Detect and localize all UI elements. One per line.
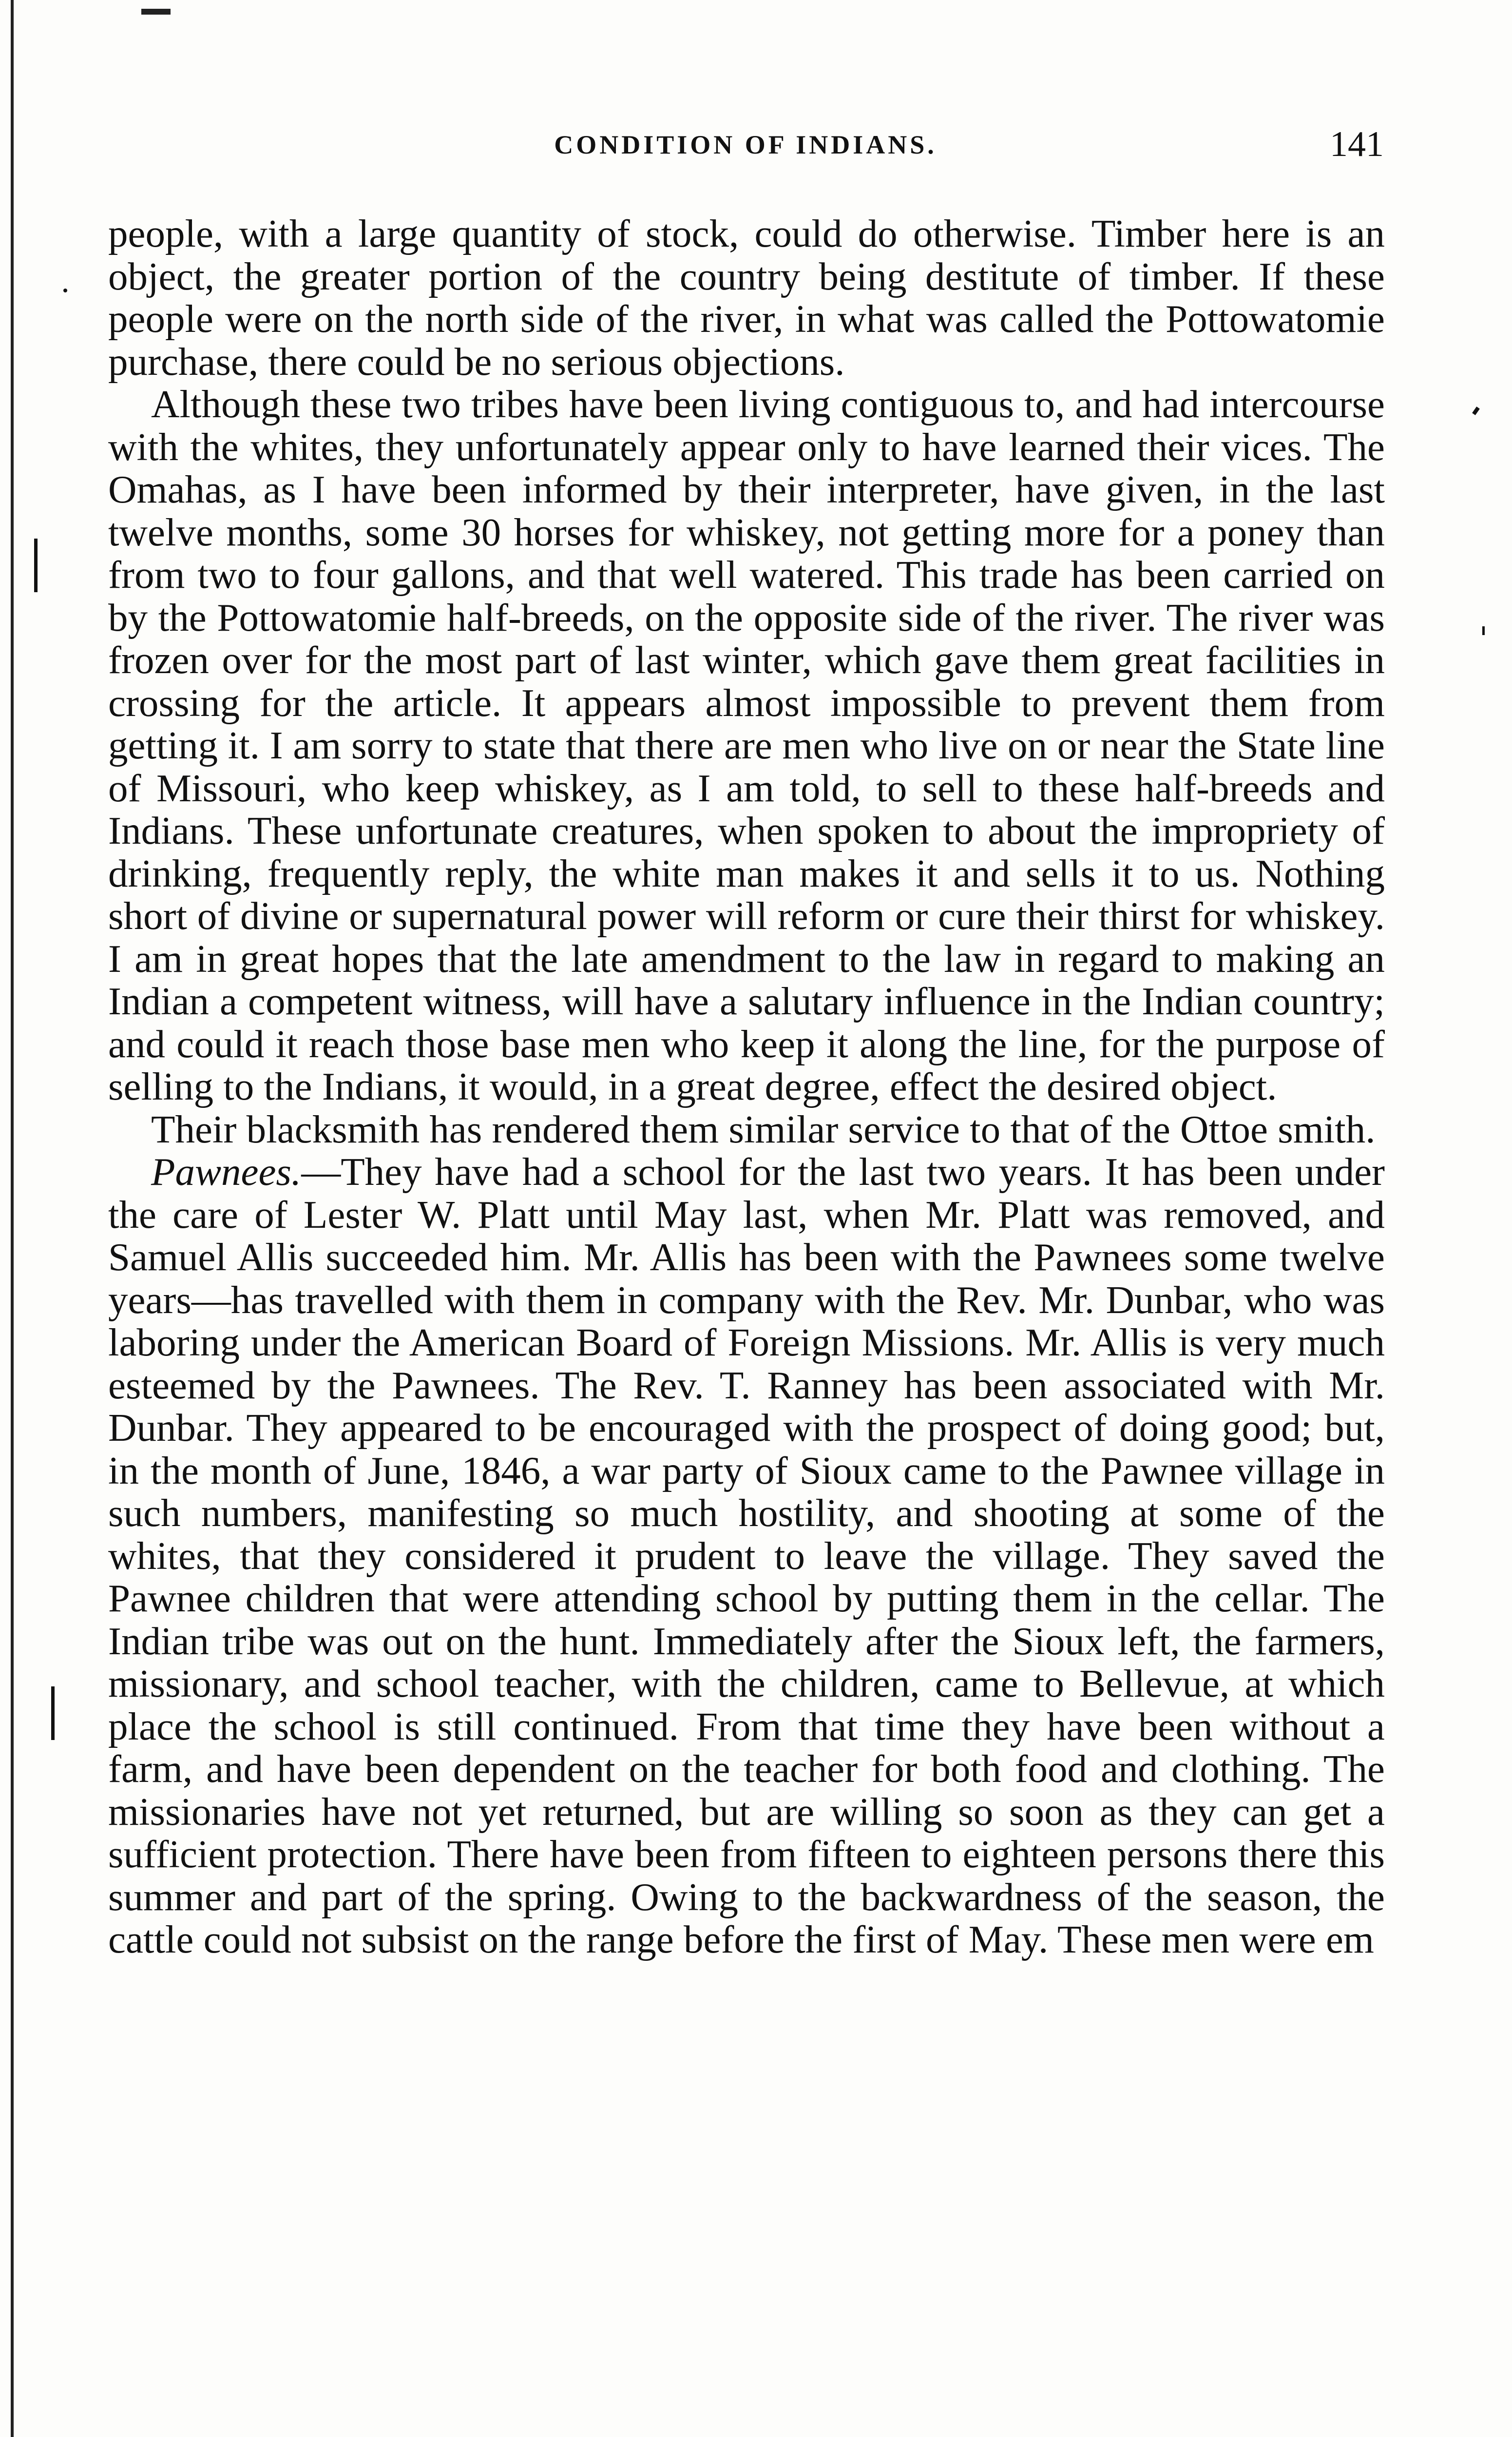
top-edge-mark — [141, 9, 171, 15]
margin-tick-top — [1472, 406, 1480, 415]
paragraph-lead-italic: Pawnees. — [151, 1150, 302, 1194]
paragraph-pawnees-text: —They have had a school for the last two years. It has been under the care of Lester W. Platt until May last, when Mr. Platt was removed, and Samuel Allis succeeded him. Mr. Allis has been with the Pawnees some twelve years—has travelled with them in company with the Rev. Mr. Dunbar, who was laboring under the American Board of Foreign Missions. Mr. Allis is very much esteemed by the Pawnees. The Rev. T. Ranney has been associated with Mr. Dunbar. They appeared to be encouraged with the prospect of doing good; but, in the month of June, 1846, a war party of Sioux came to the Pawnee village in such numbers, manifesting so much hostility, and shooting at some of the whites, that they considered it prudent to leave the village. They saved the Pawnee children that were attending school by putting them in the cellar. The Indian tribe was out on the hunt. Immediately after the Sioux left, the farmers, missionary, and school teacher, with the children, came to Bellevue, at which place the school is still continued. From that time they have been without a farm, and have been dependent on the teacher for both food and clothing. The missionaries have not yet returned, but are willing so soon as they can get a sufficient protection. There have been from fifteen to eighteen persons there this summer and part of the spring. Owing to the backwardness of the season, the cattle could not subsist on the range before the first of May. These men were em — [108, 1150, 1385, 1961]
paragraph-whiskey-trade: Although these two tribes have been living contiguous to, and had intercourse with the whites, they unfortunately appear only to have learned their vices. The Omahas, as I have been informed by their interpreter, have given, in the last twelve months, some 30 horses for whiskey, not getting more for a poney than from two to four gallons, and that well watered. This trade has been carried on by the Pottowatomie half-breeds, on the opposite side of the river. The river was frozen over for the most part of last winter, which gave them great facilities in crossing for the article. It appears almost impossible to prevent them from getting it. I am sorry to state that there are men who live on or near the State line of Missouri, who keep whiskey, as I am told, to sell to these half-breeds and Indians. These unfortunate creatures, when spoken to about the impropriety of drinking, frequently reply, the white man makes it and sells it to us. Nothing short of divine or supernatural power will reform or cure their thirst for whiskey. I am in great hopes that the late amendment to the law in regard to making an Indian a competent witness, will have a salutary influence in the Indian country; and could it reach those base men who keep it along the line, for the purpose of selling to the Indians, it would, in a great degree, effect the desired object. — [108, 382, 1385, 1108]
running-head: CONDITION OF INDIANS. — [554, 130, 937, 159]
page-edge-rule — [11, 0, 14, 2437]
margin-mark-upper — [34, 539, 38, 592]
margin-tick-middle — [1482, 626, 1485, 635]
margin-dot-left — [63, 289, 67, 292]
page-header — [107, 126, 1384, 170]
paragraph-blacksmith: Their blacksmith has rendered them similar service to that of the Ottoe smith. — [151, 1107, 1376, 1151]
margin-mark-lower — [51, 1686, 55, 1740]
paragraph-pawnees — [108, 1151, 1385, 1961]
body-text — [108, 213, 1385, 1961]
paragraph-continuation: people, with a large quantity of stock, could do otherwise. Timber here is an object, the greater portion of the country being destitute of timber. If these people were on the north side of the river, in what was called the Pottowatomie purchase, there could be no serious objections. — [108, 212, 1385, 384]
page-number: 141 — [1330, 124, 1384, 164]
